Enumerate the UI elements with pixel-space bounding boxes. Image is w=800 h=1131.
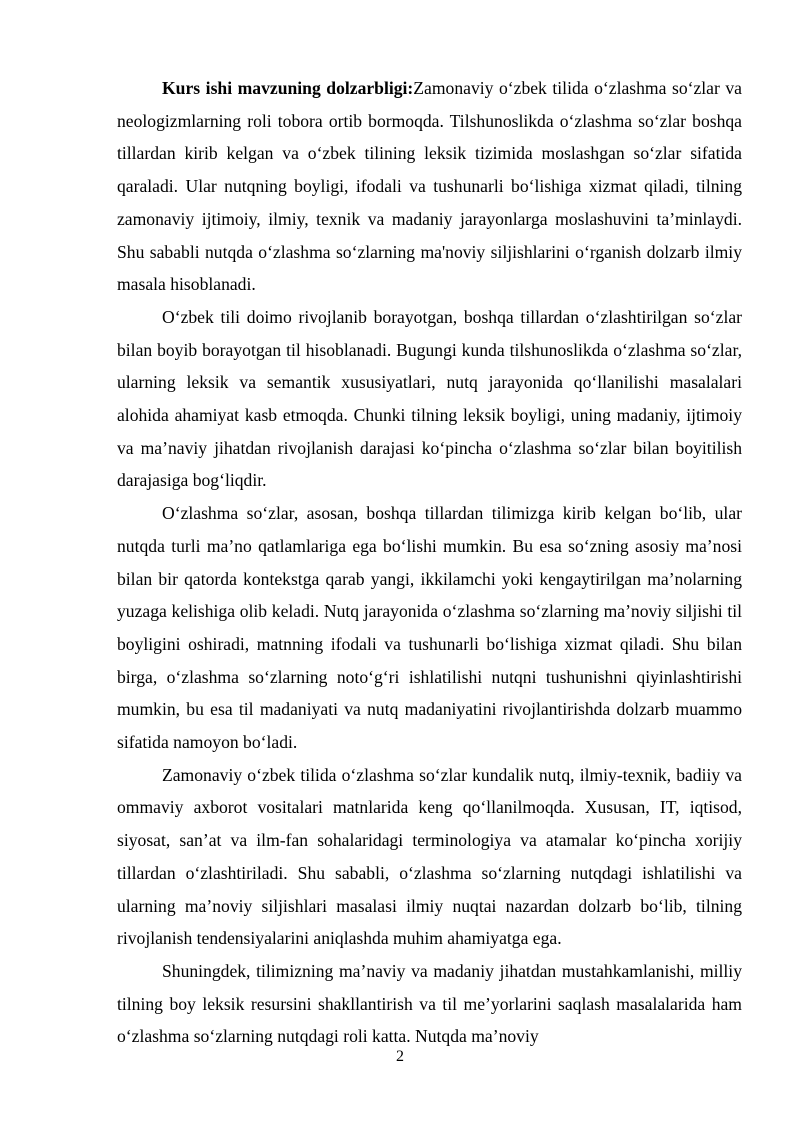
paragraph-text: Shuningdek, tilimizning ma’naviy va madaniy jihatdan mustahkamlanishi, milliy tilning boy leksik resursini shakllantirish va til me’yorlarini saqlash masalalarida ham o‘zlashma so‘zlarning nutqdagi roli katta. Nutqda ma’noviy (117, 960, 742, 1047)
paragraph-loanwords (117, 497, 742, 759)
paragraph-text: Zamonaviy o‘zbek tilida o‘zlashma so‘zlar va neologizmlarning roli tobora ortib bormoqda. Tilshunoslikda o‘zlashma so‘zlar boshqa tillardan kirib kelgan va o‘zbek tilining leksik tizimida moslashgan so‘zlar sifatida qaraladi. Ular nutqning boyligi, ifodali va tushunarli bo‘lishiga xizmat qiladi, tilning zamonaviy ijtimoiy, ilmiy, texnik va madaniy jarayonlarga moslashuvini ta’minlaydi. Shu sababli nutqda o‘zlashma so‘zlarning ma'noviy siljishlarini o‘rganish dolzarb ilmiy masala hisoblanadi. (117, 78, 742, 295)
paragraph-uzbek-language (117, 301, 742, 497)
section-heading: Kurs ishi mavzuning dolzarbligi: (162, 78, 414, 98)
paragraph-text: O‘zbek tili doimo rivojlanib borayotgan, boshqa tillardan o‘zlashtirilgan so‘zlar bilan boyib borayotgan til hisoblanadi. Bugungi kunda tilshunoslikda o‘zlashma so‘zlar, ularning leksik va semantik xususiyatlari, nutq jarayonida qo‘llanilishi masalalari alohida ahamiyat kasb etmoqda. Chunki tilning leksik boyligi, uning madaniy, ijtimoiy va ma’naviy jihatdan rivojlanish darajasi ko‘pincha o‘zlashma so‘zlar bilan boyitilish darajasiga bog‘liqdir. (117, 306, 742, 491)
paragraph-text: Zamonaviy o‘zbek tilida o‘zlashma so‘zlar kundalik nutq, ilmiy-texnik, badiiy va ommaviy axborot vositalari matnlarida keng qo‘llanilmoqda. Xususan, IT, iqtisod, siyosat, san’at va ilm-fan sohalaridagi terminologiya va atamalar ko‘pincha xorijiy tillardan o‘zlashtiriladi. Shu sababli, o‘zlashma so‘zlarning nutqdagi ishlatilishi va ularning ma’noviy siljishlari masalasi ilmiy nuqtai nazardan dolzarb bo‘lib, tilning rivojlanish tendensiyalarini aniqlashda muhim ahamiyatga ega. (117, 764, 742, 949)
paragraph-relevance (117, 72, 742, 301)
paragraph-modern-usage (117, 759, 742, 955)
page-number: 2 (396, 1048, 404, 1065)
paragraph-national-language (117, 955, 742, 1053)
paragraph-text: O‘zlashma so‘zlar, asosan, boshqa tillardan tilimizga kirib kelgan bo‘lib, ular nutqda turli ma’no qatlamlariga ega bo‘lishi mumkin. Bu esa so‘zning asosiy ma’nosi bilan bir qatorda kontekstga qarab yangi, ikkilamchi yoki kengaytirilgan ma’nolarning yuzaga kelishiga olib keladi. Nutq jarayonida o‘zlashma so‘zlarning ma’noviy siljishi til boyligini oshiradi, matnning ifodali va tushunarli bo‘lishiga xizmat qiladi. Shu bilan birga, o‘zlashma so‘zlarning noto‘g‘ri ishlatilishi nutqni tushunishni qiyinlashtirishi mumkin, bu esa til madaniyati va nutq madaniyatini rivojlantirishda dolzarb muammo sifatida namoyon bo‘ladi. (117, 503, 742, 753)
document-body (117, 72, 742, 1053)
